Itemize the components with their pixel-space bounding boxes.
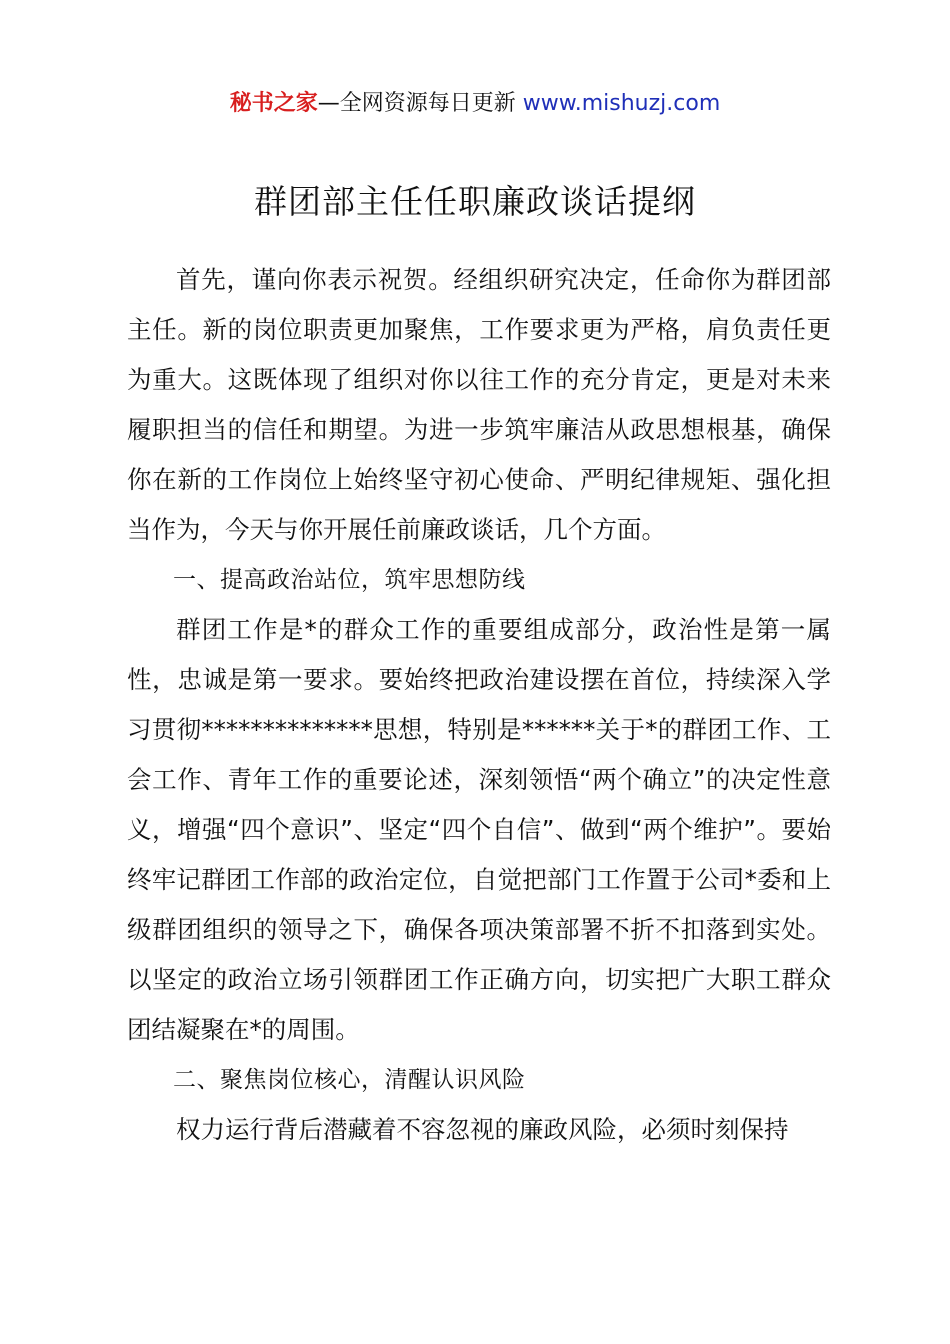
document-body (127, 255, 831, 1155)
section-1-paragraph: 群团工作是*的群众工作的重要组成部分，政治性是第一属性，忠诚是第一要求。要始终把政治建设摆在首位，持续深入学习贯彻**************思想，特别是******关于*的群团工作、工会工作、青年工作的重要论述，深刻领悟“两个确立”的决定性意义，增强“四个意识”、坚定“四个自信”、做到“两个维护”。要始终牢记群团工作部的政治定位，自觉把部门工作置于公司*委和上级群团组织的领导之下，确保各项决策部署不折不扣落到实处。以坚定的政治立场引领群团工作正确方向，切实把广大职工群众团结凝聚在*的周围。 (127, 615, 831, 1044)
section-2-paragraph: 权力运行背后潜藏着不容忽视的廉政风险，必须时刻保持 (176, 1115, 789, 1144)
site-url-link[interactable]: www.mishuzj.com (522, 91, 721, 116)
site-header (0, 86, 950, 122)
brand-name: 秘书之家 (229, 91, 318, 116)
document-title: 群团部主任任职廉政谈话提纲 (254, 182, 696, 221)
section-heading-1: 一、提高政治站位，筑牢思想防线 (173, 567, 526, 593)
intro-paragraph: 首先，谨向你表示祝贺。经组织研究决定，任命你为群团部主任。新的岗位职责更加聚焦，工作要求更为严格，肩负责任更为重大。这既体现了组织对你以往工作的充分肯定，更是对未来履职担当的信任和期望。为进一步筑牢廉洁从政思想根基，确保你在新的工作岗位上始终坚守初心使命、严明纪律规矩、强化担当作为，今天与你开展任前廉政谈话，几个方面。 (127, 265, 831, 544)
section-heading-2: 二、聚焦岗位核心，清醒认识风险 (173, 1067, 526, 1093)
header-tagline: —全网资源每日更新 (317, 91, 523, 116)
